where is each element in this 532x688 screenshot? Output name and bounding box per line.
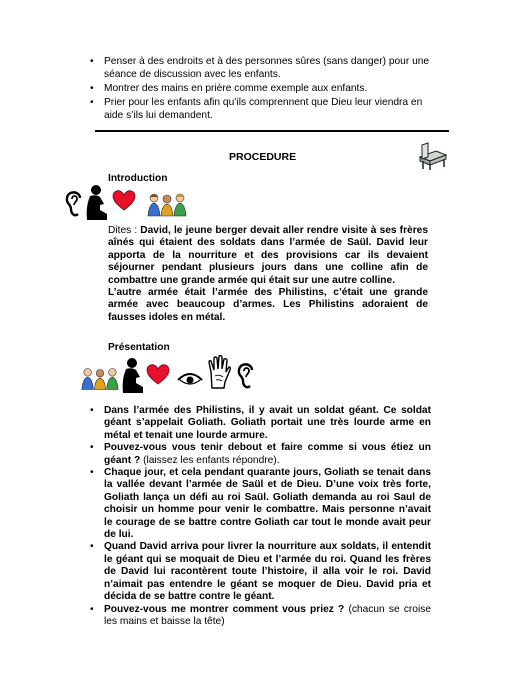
procedure-heading: PROCEDURE	[229, 151, 297, 163]
intro-lead: Dites :	[108, 225, 141, 236]
heart-icon	[112, 190, 136, 212]
teacher-chair-icon	[414, 139, 450, 171]
introduction-heading: Introduction	[108, 173, 168, 184]
praying-person-icon	[84, 184, 110, 222]
bullet-bold-text: Chaque jour, et cela pendant quarante jours, Goliath se tenait dans la vallée devant l’armée de Saül et de Dieu. D’une voix très forte, Goliath lança un défi au roi Saül. Goliath demanda au roi Saul de choisir un homme pour venir le combattre. Mais personne n’avait le courage de se battre contre Goliath car tout le monde avait peur de lui.	[104, 467, 431, 541]
preparation-list	[90, 55, 430, 123]
bullet-normal-text: (laissez les enfants répondre).	[140, 454, 280, 466]
list-item	[90, 604, 431, 629]
list-item	[90, 442, 431, 467]
list-item	[90, 467, 431, 541]
list-item: • Prier pour les enfants afin qu’ils comprennent que Dieu leur viendra en aide s’ils lui demandent.	[90, 96, 430, 122]
children-group-icon	[146, 192, 188, 218]
bullet-bold-text: Pouvez-vous me montrer comment vous priez ?	[104, 603, 345, 615]
list-item	[90, 405, 431, 442]
ear-icon	[234, 360, 258, 392]
ear-icon	[62, 188, 86, 220]
introduction-text	[108, 225, 428, 324]
intro-paragraph-2: L’autre armée était l’armée des Philistins, c’était une grande armée avec beaucoup d’armes. Les Philistins adoraient de fausses idoles en métal.	[108, 287, 428, 323]
list-item: • Penser à des endroits et à des personnes sûres (sans danger) pour une séance de discussion avec les enfants.	[90, 55, 430, 81]
praying-person-icon	[120, 357, 146, 395]
hand-icon	[206, 354, 232, 390]
bullet-bold-text: Quand David arriva pour livrer la nourriture aux soldats, il entendit le géant qui se moquait de Dieu et l’armée du roi. Quand les frères de David lui racontèrent toute l’histoire, il alla voir le roi. David n’aimait pas entendre le géant se moquer de Dieu. David pria et décida de se battre contre le géant.	[104, 541, 431, 603]
heart-icon	[146, 364, 170, 386]
bullet-normal-text: (chacun se croise les mains et baisse la tête)	[104, 603, 431, 627]
children-group-icon	[80, 366, 120, 392]
list-item: • Montrer des mains en prière comme exemple aux enfants.	[90, 82, 430, 95]
presentation-heading: Présentation	[108, 342, 170, 353]
bullet-bold-text: Pouvez-vous vous tenir debout et faire comme si vous étiez un géant ?	[104, 442, 431, 466]
presentation-list	[90, 405, 431, 628]
list-item	[90, 541, 431, 603]
bullet-bold-text: Dans l’armée des Philistins, il y avait un soldat géant. Ce soldat géant s’appelait Goliath. Goliath portait une très lourde arme en métal et tenait une lourde armure.	[104, 405, 431, 441]
eye-icon	[176, 370, 204, 388]
section-divider	[95, 130, 449, 132]
intro-paragraph-1: David, le jeune berger devait aller rendre visite à ses frères aînés qui étaient des soldats dans l’armée de Saül. David leur apporta de la nourriture et des provisions car ils devaient séjourner pendant plusieurs jours dans une colline afin de combattre une grande armée qui était sur une autre colline.	[108, 225, 428, 286]
